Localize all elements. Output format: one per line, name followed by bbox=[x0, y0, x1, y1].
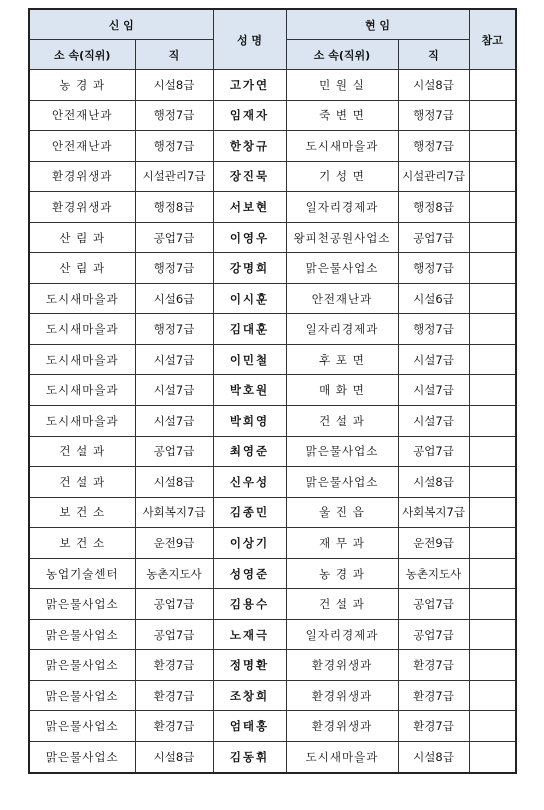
new-affiliation-cell: 농업기술센터 bbox=[29, 558, 135, 589]
current-affiliation-cell: 일자리경제과 bbox=[286, 619, 398, 650]
table-row bbox=[29, 375, 516, 406]
new-affiliation-cell: 도시새마을과 bbox=[29, 344, 135, 375]
person-name-cell: 조창희 bbox=[213, 680, 286, 711]
current-affiliation-cell: 맑은물사업소 bbox=[286, 467, 398, 498]
new-grade-cell: 공업7급 bbox=[135, 619, 213, 650]
person-name-cell: 김동휘 bbox=[213, 742, 286, 773]
new-grade-cell: 시설7급 bbox=[135, 344, 213, 375]
note-cell bbox=[469, 558, 516, 589]
new-grade-cell: 시설7급 bbox=[135, 375, 213, 406]
table-row bbox=[29, 467, 516, 498]
new-affiliation-cell: 도시새마을과 bbox=[29, 375, 135, 406]
person-name-cell: 이영우 bbox=[213, 222, 286, 253]
new-grade-cell: 시설6급 bbox=[135, 283, 213, 314]
note-cell bbox=[469, 375, 516, 406]
new-grade-cell: 행정8급 bbox=[135, 192, 213, 223]
new-grade-cell: 환경7급 bbox=[135, 650, 213, 681]
current-affiliation-cell: 매 화 면 bbox=[286, 375, 398, 406]
person-name-cell: 이시훈 bbox=[213, 283, 286, 314]
table-row bbox=[29, 497, 516, 528]
table-row bbox=[29, 161, 516, 192]
note-cell bbox=[469, 192, 516, 223]
current-grade-cell: 운전9급 bbox=[398, 528, 469, 559]
table-row bbox=[29, 131, 516, 162]
current-grade-cell: 시설7급 bbox=[398, 406, 469, 437]
current-grade-cell: 농촌지도사 bbox=[398, 558, 469, 589]
person-name-cell: 성영준 bbox=[213, 558, 286, 589]
table-row bbox=[29, 742, 516, 773]
current-grade-cell: 시설8급 bbox=[398, 467, 469, 498]
new-affiliation-cell: 맑은물사업소 bbox=[29, 711, 135, 742]
current-grade-cell: 시설8급 bbox=[398, 742, 469, 773]
current-grade-cell: 공업7급 bbox=[398, 222, 469, 253]
person-name-cell: 이상기 bbox=[213, 528, 286, 559]
table-row bbox=[29, 528, 516, 559]
header-new-post: 신 임 bbox=[29, 9, 213, 40]
note-cell bbox=[469, 711, 516, 742]
new-affiliation-cell: 도시새마을과 bbox=[29, 314, 135, 345]
new-affiliation-cell: 환경위생과 bbox=[29, 161, 135, 192]
new-affiliation-cell: 맑은물사업소 bbox=[29, 680, 135, 711]
new-affiliation-cell: 보 건 소 bbox=[29, 528, 135, 559]
current-affiliation-cell: 후 포 면 bbox=[286, 344, 398, 375]
new-grade-cell: 공업7급 bbox=[135, 589, 213, 620]
table-row bbox=[29, 558, 516, 589]
current-affiliation-cell: 안전재난과 bbox=[286, 283, 398, 314]
person-name-cell: 박호원 bbox=[213, 375, 286, 406]
header-new-affiliation: 소 속(직위) bbox=[29, 40, 135, 70]
note-cell bbox=[469, 283, 516, 314]
new-grade-cell: 행정7급 bbox=[135, 131, 213, 162]
note-cell bbox=[469, 406, 516, 437]
person-name-cell: 김용수 bbox=[213, 589, 286, 620]
new-affiliation-cell: 맑은물사업소 bbox=[29, 742, 135, 773]
current-grade-cell: 사회복지7급 bbox=[398, 497, 469, 528]
header-note: 참고 bbox=[469, 9, 516, 70]
new-grade-cell: 공업7급 bbox=[135, 222, 213, 253]
current-affiliation-cell: 환경위생과 bbox=[286, 680, 398, 711]
new-affiliation-cell: 맑은물사업소 bbox=[29, 589, 135, 620]
new-affiliation-cell: 건 설 과 bbox=[29, 436, 135, 467]
header-current-affiliation: 소 속(직위) bbox=[286, 40, 398, 70]
current-grade-cell: 시설8급 bbox=[398, 70, 469, 101]
new-affiliation-cell: 안전재난과 bbox=[29, 131, 135, 162]
current-grade-cell: 공업7급 bbox=[398, 436, 469, 467]
header-current-grade: 직 bbox=[398, 40, 469, 70]
table-row bbox=[29, 344, 516, 375]
current-affiliation-cell: 재 무 과 bbox=[286, 528, 398, 559]
new-grade-cell: 공업7급 bbox=[135, 436, 213, 467]
note-cell bbox=[469, 131, 516, 162]
current-affiliation-cell: 환경위생과 bbox=[286, 711, 398, 742]
new-grade-cell: 농촌지도사 bbox=[135, 558, 213, 589]
note-cell bbox=[469, 742, 516, 773]
current-grade-cell: 시설6급 bbox=[398, 283, 469, 314]
note-cell bbox=[469, 528, 516, 559]
person-name-cell: 임재자 bbox=[213, 100, 286, 131]
new-grade-cell: 운전9급 bbox=[135, 528, 213, 559]
current-affiliation-cell: 맑은물사업소 bbox=[286, 436, 398, 467]
current-affiliation-cell: 건 설 과 bbox=[286, 589, 398, 620]
new-grade-cell: 행정7급 bbox=[135, 100, 213, 131]
note-cell bbox=[469, 589, 516, 620]
table-row bbox=[29, 283, 516, 314]
note-cell bbox=[469, 436, 516, 467]
current-affiliation-cell: 도시새마을과 bbox=[286, 742, 398, 773]
person-name-cell: 최영준 bbox=[213, 436, 286, 467]
note-cell bbox=[469, 497, 516, 528]
new-affiliation-cell: 산 림 과 bbox=[29, 222, 135, 253]
new-grade-cell: 행정7급 bbox=[135, 253, 213, 284]
new-affiliation-cell: 도시새마을과 bbox=[29, 283, 135, 314]
person-name-cell: 서보현 bbox=[213, 192, 286, 223]
table-row bbox=[29, 711, 516, 742]
table-row bbox=[29, 314, 516, 345]
new-affiliation-cell: 보 건 소 bbox=[29, 497, 135, 528]
header-current-post: 현 임 bbox=[286, 9, 469, 40]
table-row bbox=[29, 192, 516, 223]
current-grade-cell: 시설7급 bbox=[398, 344, 469, 375]
new-affiliation-cell: 도시새마을과 bbox=[29, 406, 135, 437]
new-affiliation-cell: 안전재난과 bbox=[29, 100, 135, 131]
note-cell bbox=[469, 619, 516, 650]
note-cell bbox=[469, 680, 516, 711]
person-name-cell: 강명희 bbox=[213, 253, 286, 284]
current-affiliation-cell: 일자리경제과 bbox=[286, 314, 398, 345]
current-affiliation-cell: 민 원 실 bbox=[286, 70, 398, 101]
new-grade-cell: 사회복지7급 bbox=[135, 497, 213, 528]
note-cell bbox=[469, 70, 516, 101]
current-grade-cell: 행정8급 bbox=[398, 192, 469, 223]
person-name-cell: 박희영 bbox=[213, 406, 286, 437]
current-grade-cell: 행정7급 bbox=[398, 100, 469, 131]
current-grade-cell: 행정7급 bbox=[398, 253, 469, 284]
table-row bbox=[29, 436, 516, 467]
new-affiliation-cell: 맑은물사업소 bbox=[29, 650, 135, 681]
current-grade-cell: 행정7급 bbox=[398, 314, 469, 345]
personnel-table-container bbox=[28, 8, 515, 774]
current-grade-cell: 환경7급 bbox=[398, 650, 469, 681]
current-grade-cell: 시설7급 bbox=[398, 375, 469, 406]
note-cell bbox=[469, 100, 516, 131]
note-cell bbox=[469, 467, 516, 498]
person-name-cell: 김종민 bbox=[213, 497, 286, 528]
new-grade-cell: 행정7급 bbox=[135, 314, 213, 345]
current-grade-cell: 공업7급 bbox=[398, 619, 469, 650]
new-grade-cell: 시설8급 bbox=[135, 467, 213, 498]
note-cell bbox=[469, 344, 516, 375]
current-affiliation-cell: 일자리경제과 bbox=[286, 192, 398, 223]
current-grade-cell: 환경7급 bbox=[398, 680, 469, 711]
table-row bbox=[29, 406, 516, 437]
current-affiliation-cell: 맑은물사업소 bbox=[286, 253, 398, 284]
header-new-grade: 직 bbox=[135, 40, 213, 70]
current-grade-cell: 행정7급 bbox=[398, 131, 469, 162]
new-affiliation-cell: 환경위생과 bbox=[29, 192, 135, 223]
person-name-cell: 장진묵 bbox=[213, 161, 286, 192]
current-affiliation-cell: 농 경 과 bbox=[286, 558, 398, 589]
note-cell bbox=[469, 253, 516, 284]
current-grade-cell: 환경7급 bbox=[398, 711, 469, 742]
new-affiliation-cell: 농 경 과 bbox=[29, 70, 135, 101]
person-name-cell: 노재극 bbox=[213, 619, 286, 650]
personnel-transfer-table bbox=[28, 8, 517, 774]
current-grade-cell: 시설관리7급 bbox=[398, 161, 469, 192]
table-row bbox=[29, 619, 516, 650]
table-row bbox=[29, 589, 516, 620]
new-grade-cell: 시설8급 bbox=[135, 742, 213, 773]
table-row bbox=[29, 70, 516, 101]
person-name-cell: 신우성 bbox=[213, 467, 286, 498]
table-row bbox=[29, 100, 516, 131]
table-row bbox=[29, 253, 516, 284]
current-affiliation-cell: 왕피천공원사업소 bbox=[286, 222, 398, 253]
new-grade-cell: 시설관리7급 bbox=[135, 161, 213, 192]
table-row bbox=[29, 680, 516, 711]
current-affiliation-cell: 울 진 읍 bbox=[286, 497, 398, 528]
new-grade-cell: 환경7급 bbox=[135, 711, 213, 742]
person-name-cell: 정명환 bbox=[213, 650, 286, 681]
current-affiliation-cell: 환경위생과 bbox=[286, 650, 398, 681]
table-header bbox=[29, 9, 516, 70]
person-name-cell: 엄태홍 bbox=[213, 711, 286, 742]
person-name-cell: 김대훈 bbox=[213, 314, 286, 345]
current-grade-cell: 공업7급 bbox=[398, 589, 469, 620]
note-cell bbox=[469, 314, 516, 345]
current-affiliation-cell: 기 성 면 bbox=[286, 161, 398, 192]
new-grade-cell: 시설7급 bbox=[135, 406, 213, 437]
new-affiliation-cell: 산 림 과 bbox=[29, 253, 135, 284]
new-grade-cell: 시설8급 bbox=[135, 70, 213, 101]
person-name-cell: 한창규 bbox=[213, 131, 286, 162]
table-body bbox=[29, 70, 516, 773]
note-cell bbox=[469, 650, 516, 681]
note-cell bbox=[469, 161, 516, 192]
person-name-cell: 이민철 bbox=[213, 344, 286, 375]
header-name: 성 명 bbox=[213, 9, 286, 70]
person-name-cell: 고가연 bbox=[213, 70, 286, 101]
new-affiliation-cell: 건 설 과 bbox=[29, 467, 135, 498]
note-cell bbox=[469, 222, 516, 253]
new-grade-cell: 환경7급 bbox=[135, 680, 213, 711]
current-affiliation-cell: 도시새마을과 bbox=[286, 131, 398, 162]
current-affiliation-cell: 죽 변 면 bbox=[286, 100, 398, 131]
table-row bbox=[29, 650, 516, 681]
new-affiliation-cell: 맑은물사업소 bbox=[29, 619, 135, 650]
current-affiliation-cell: 건 설 과 bbox=[286, 406, 398, 437]
table-row bbox=[29, 222, 516, 253]
